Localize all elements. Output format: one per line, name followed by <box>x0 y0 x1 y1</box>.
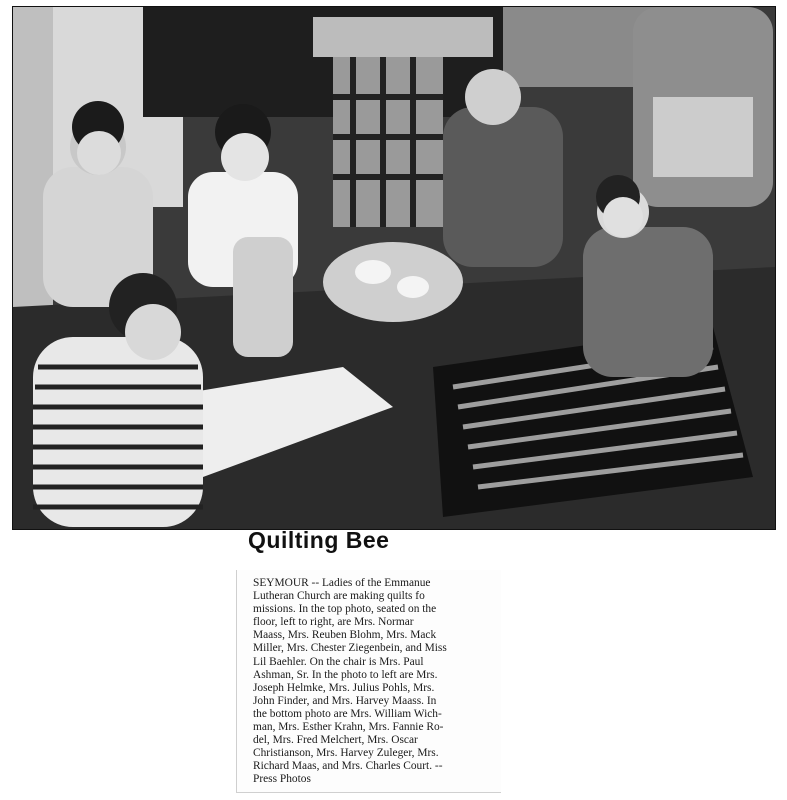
photo-illustration <box>13 7 775 529</box>
caption-text: SEYMOUR -- Ladies of the Emmanue Lutheran Church are making quilts fo missions. In the top photo, seated on the floor, left to right, are Mrs. Normar Maass, Mrs. Reuben Blohm, Mrs. Mack Miller, Mrs. Chester Ziegenbein, and Miss Lil Baehler. On the chair is Mrs. Paul Ashman, Sr. In the photo to left are Mrs. Joseph Helmke, Mrs. Julius Pohls, Mrs. John Finder, and Mrs. Harvey Maass. In the bottom photo are Mrs. William Wich- man, Mrs. Esther Krahn, Mrs. Fannie Ro- del, Mrs. Fred Melchert, Mrs. Oscar Christianson, Mrs. Harvey Zuleger, Mrs. Richard Maas, and Mrs. Charles Court. -- Press Photos <box>253 577 447 786</box>
headline: Quilting Bee <box>248 527 390 553</box>
newspaper-photo <box>12 6 776 530</box>
